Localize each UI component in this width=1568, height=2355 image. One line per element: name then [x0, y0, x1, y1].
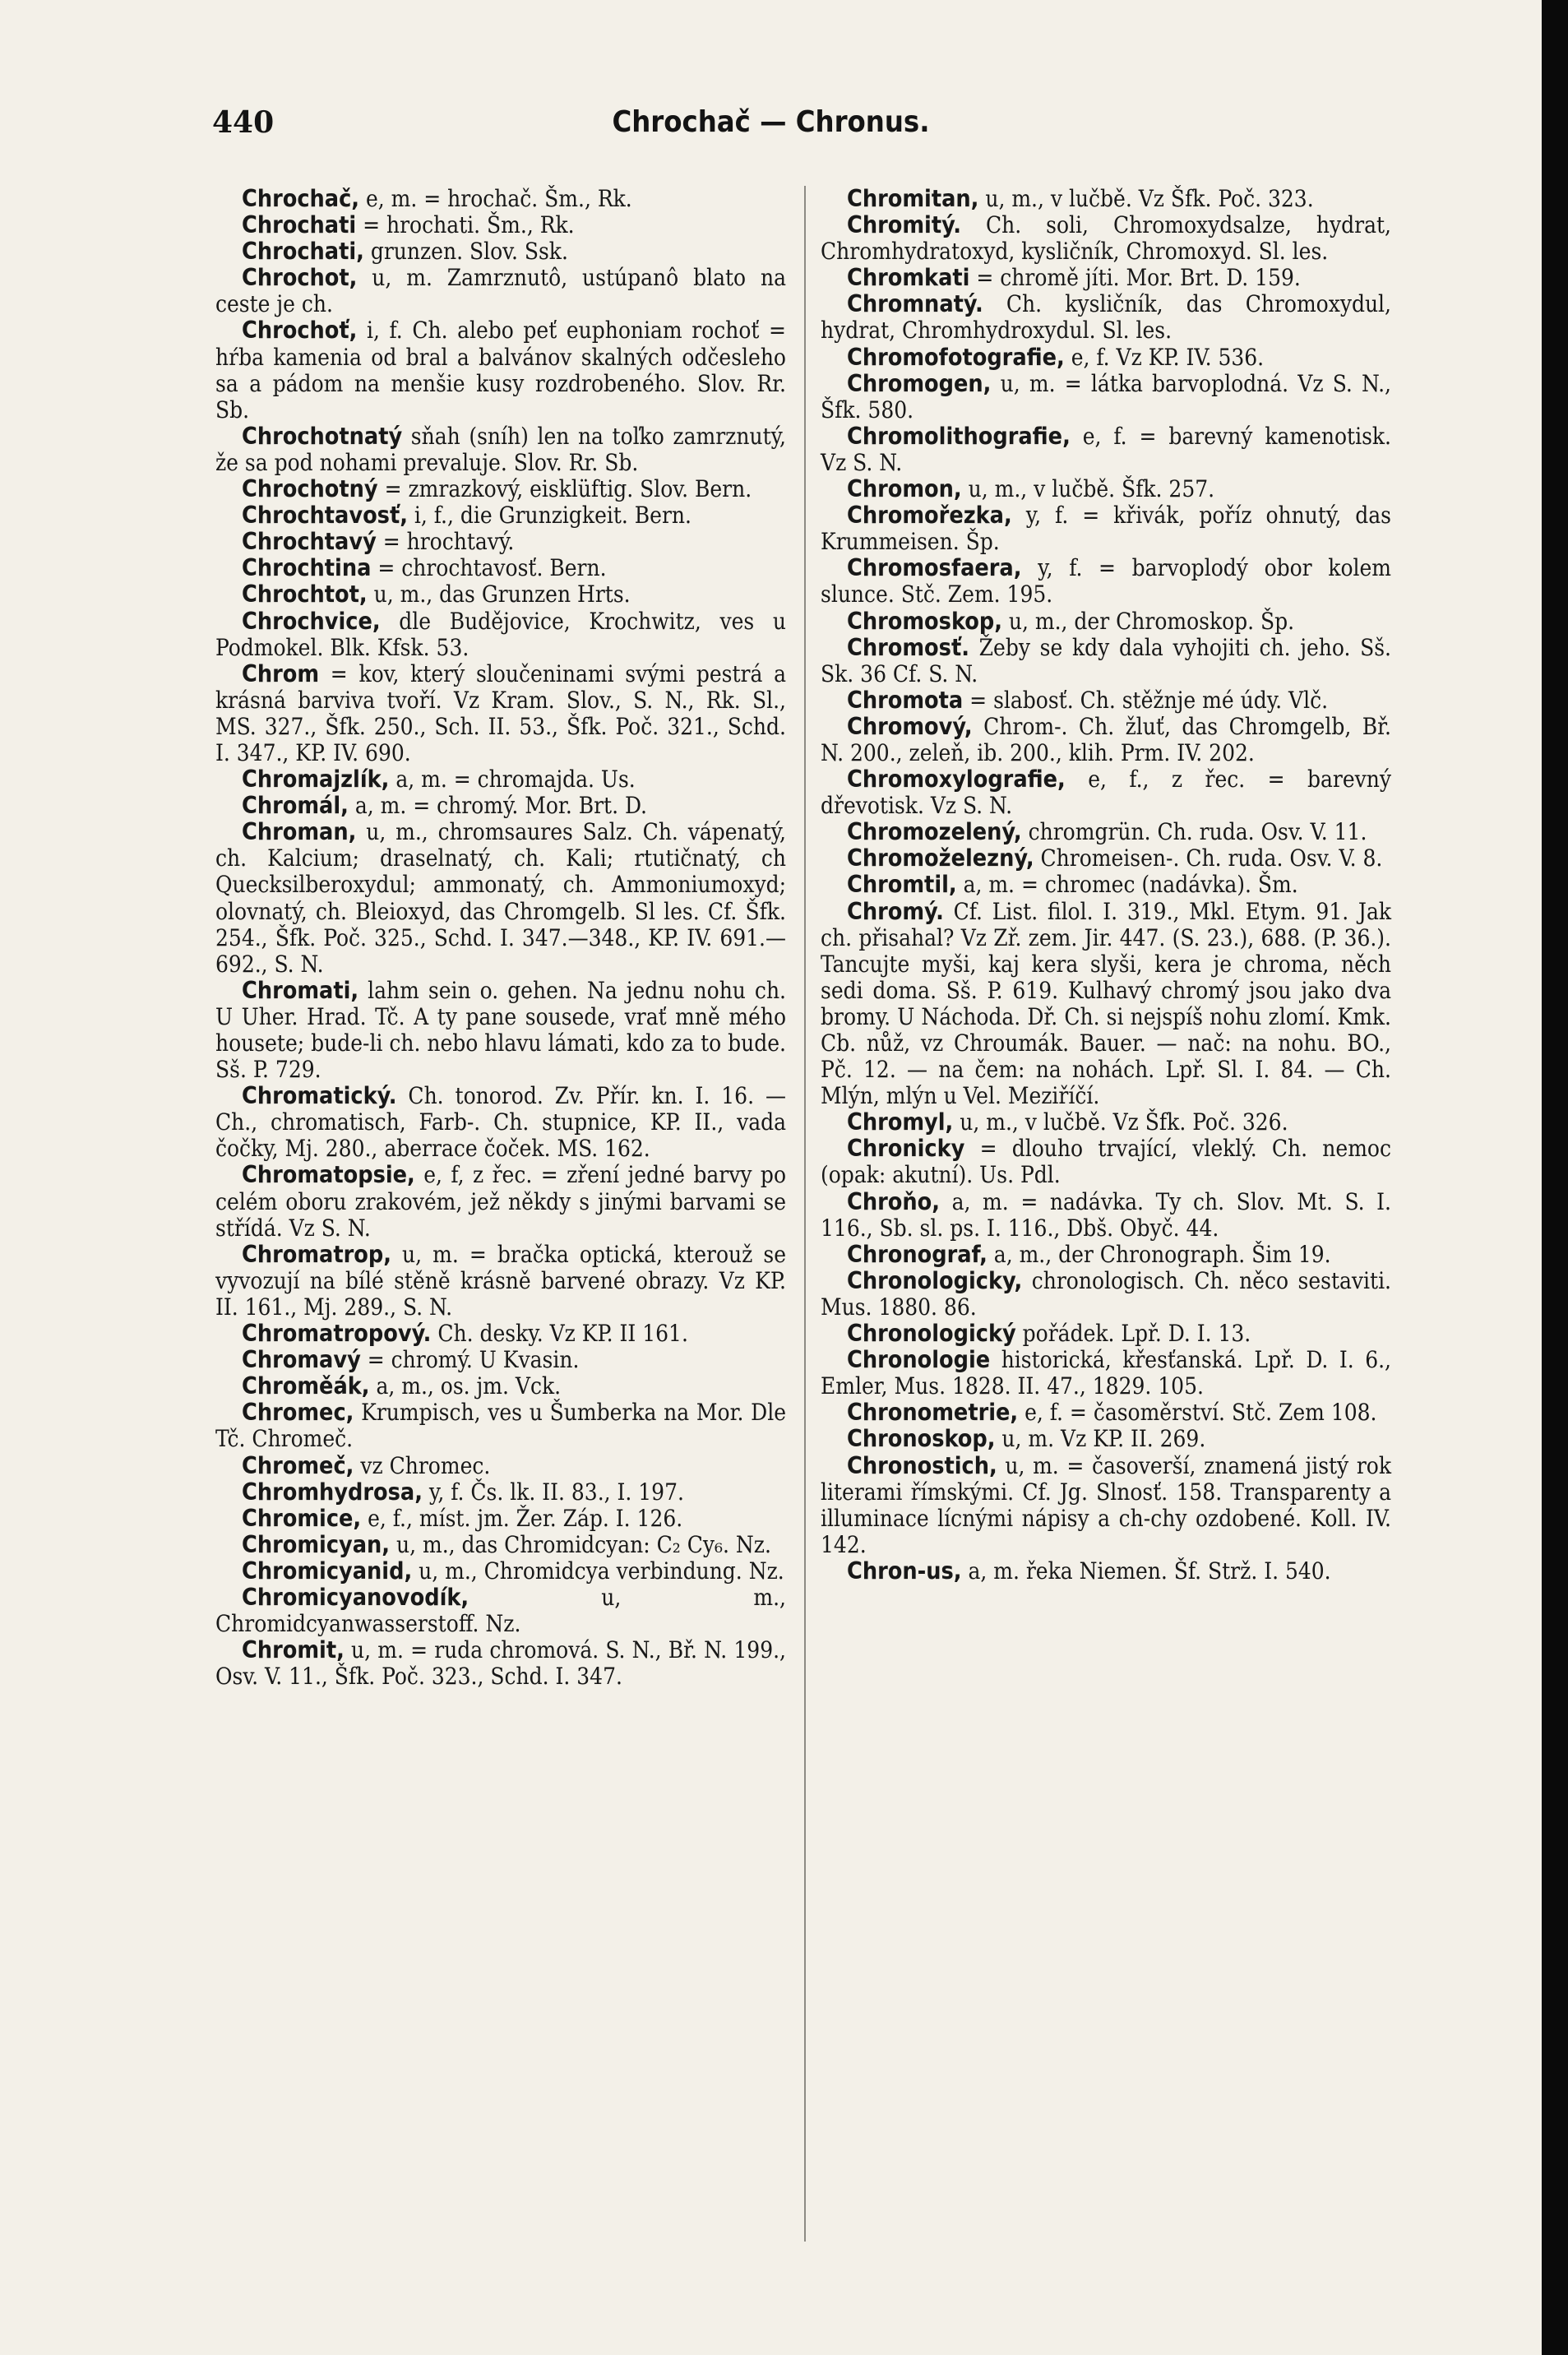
dictionary-entry: [215, 1373, 786, 1400]
page-number: 440: [212, 105, 275, 140]
entry-headword: Chromtil,: [847, 871, 957, 899]
entry-headword: Chron-us,: [847, 1557, 962, 1585]
entry-headword: Chromatropový.: [242, 1320, 432, 1348]
entry-definition: u, m. = látka barvoplodná. Vz S. N., Šfk. 580.: [821, 369, 1391, 423]
entry-definition: u, m. = časoverší, znamená jistý rok literami římskými. Cf. Jg. Slnosť. 158. Transparenty a illuminace lícnými nápisy a ch-chy ozdobené. Koll. IV. 142.: [821, 1451, 1391, 1558]
entry-definition: a, m. = nadávka. Ty ch. Slov. Mt. S. I. 116., Sb. sl. ps. I. 116., Dbš. Obyč. 44.: [821, 1187, 1391, 1242]
dictionary-entry: [215, 1162, 786, 1241]
entry-definition: a, m. = chromec (nadávka). Šm.: [956, 871, 1298, 899]
left-column: [215, 186, 786, 1690]
entry-headword: Chrochtavosť,: [242, 502, 408, 530]
dictionary-entry: [215, 238, 786, 265]
dictionary-entry: [215, 978, 786, 1083]
entry-headword: Chromec,: [242, 1399, 354, 1427]
dictionary-entry: [215, 212, 786, 238]
dictionary-entry: [821, 1426, 1391, 1452]
dictionary-entry: [215, 661, 786, 766]
entry-headword: Chromkati: [847, 264, 970, 292]
entry-headword: Chromice,: [242, 1504, 362, 1532]
entry-definition: Ch. soli, Chromoxydsalze, hydrat, Chromhydratoxyd, kysličník, Chromoxyd. Sl. les.: [821, 211, 1391, 266]
dictionary-entry: [215, 1479, 786, 1506]
entry-headword: Chroňo,: [847, 1187, 940, 1215]
entry-headword: Chrochotný: [242, 475, 378, 503]
entry-definition: = zmrazkový, eisklüftig. Slov. Bern.: [377, 475, 752, 503]
entry-headword: Chrochoť,: [242, 317, 358, 345]
entry-definition: i, f., die Grunzigkeit. Bern.: [407, 502, 691, 530]
entry-headword: Chromofotografie,: [847, 343, 1065, 371]
dictionary-entry: [821, 476, 1391, 502]
entry-definition: a, m. řeka Niemen. Šf. Strž. I. 540.: [961, 1557, 1331, 1585]
dictionary-entry: [821, 1268, 1391, 1321]
entry-headword: Chronicky: [847, 1135, 965, 1163]
dictionary-entry: [215, 529, 786, 555]
entry-headword: Chronologie: [847, 1346, 991, 1374]
entry-definition: u, m., der Chromoskop. Šp.: [1001, 607, 1295, 635]
dictionary-entry: [215, 819, 786, 978]
entry-headword: Chrochtina: [242, 554, 372, 582]
entry-definition: e, f. Vz KP. IV. 536.: [1064, 343, 1265, 371]
entry-definition: = kov, který sloučeninami svými pestrá a krásná barviva tvoří. Vz Kram. Slov., S. N., Rk. Sl., MS. 327., Šfk. 250., Sch. II. 53., Šfk. Poč. 321., Schd. I. 347., KP. IV. 690.: [215, 659, 786, 766]
entry-headword: Chromicyan,: [242, 1530, 391, 1558]
dictionary-entry: [215, 1242, 786, 1321]
entry-headword: Chromyl,: [847, 1108, 954, 1136]
dictionary-entry: [821, 1136, 1391, 1188]
entry-definition: = slabosť. Ch. stěžnje mé údy. Vlč.: [963, 686, 1329, 714]
entry-definition: e, f. = časoměrství. Stč. Zem 108.: [1018, 1399, 1377, 1427]
entry-headword: Chromový,: [847, 712, 973, 740]
entry-headword: Chronoskop,: [847, 1425, 996, 1453]
entry-headword: Chromý.: [847, 897, 944, 925]
entry-headword: Chrochtot,: [242, 581, 368, 608]
entry-definition: e, f, z řec. = zření jedné barvy po celém oboru zrakovém, jež někdy s jinými barvami se střídá. Vz S. N.: [215, 1161, 786, 1242]
entry-headword: Chronostich,: [847, 1451, 997, 1479]
dictionary-entry: [215, 1585, 786, 1637]
entry-definition: u, m., Chromidcya verbindung. Nz.: [412, 1557, 784, 1585]
dictionary-entry: [821, 714, 1391, 766]
entry-definition: sňah (sníh) len na toľko zamrznutý, že sa pod nohami prevaluje. Slov. Rr. Sb.: [215, 422, 786, 476]
dictionary-entry: [215, 476, 786, 502]
dictionary-entry: [215, 608, 786, 661]
entry-headword: Chromozelený,: [847, 818, 1022, 846]
entry-headword: Chrochati: [242, 211, 357, 239]
entry-definition: = chromě jíti. Mor. Brt. D. 159.: [969, 264, 1301, 292]
dictionary-entry: [821, 1347, 1391, 1400]
dictionary-entry: [821, 291, 1391, 344]
entry-headword: Chromajzlík,: [242, 766, 390, 793]
dictionary-entry: [821, 819, 1391, 845]
entry-headword: Chromicyanid,: [242, 1557, 413, 1585]
dictionary-entry: [215, 1347, 786, 1373]
entry-headword: Chromatopsie,: [242, 1161, 415, 1189]
entry-definition: u, m., das Chromidcyan: C₂ Cy₆. Nz.: [390, 1530, 771, 1558]
dictionary-entry: [821, 872, 1391, 898]
entry-definition: historická, křesťanská. Lpř. D. I. 6., Emler, Mus. 1828. II. 47., 1829. 105.: [821, 1346, 1391, 1400]
dictionary-entry: [821, 212, 1391, 265]
dictionary-entry: [215, 581, 786, 608]
entry-headword: Chrochotnatý: [242, 422, 403, 450]
entry-definition: Krumpisch, ves u Šumberka na Mor. Dle Tč. Chromeč.: [215, 1399, 786, 1453]
entry-headword: Chromatický.: [242, 1082, 397, 1110]
dictionary-entry: [215, 1400, 786, 1452]
dictionary-entry: [821, 186, 1391, 212]
entry-headword: Chroman,: [242, 818, 357, 846]
entry-definition: Ch. tonorod. Zv. Přír. kn. I. 16. — Ch., chromatisch, Farb-. Ch. stupnice, KP. II., vada čočky, Mj. 280., aberrace čoček. MS. 162.: [215, 1082, 786, 1163]
entry-headword: Chromál,: [242, 792, 349, 820]
dictionary-entry: [821, 1189, 1391, 1242]
entry-headword: Chronograf,: [847, 1240, 988, 1268]
dictionary-entry: [215, 1453, 786, 1479]
entry-definition: u, m. Vz KP. II. 269.: [995, 1425, 1206, 1453]
entry-definition: = hrochtavý.: [376, 528, 515, 556]
dictionary-entry: [821, 1400, 1391, 1426]
entry-headword: Chrom: [242, 659, 320, 687]
entry-headword: Chromit,: [242, 1636, 345, 1664]
entry-definition: i, f. Ch. alebo peť euphoniam rochoť = hŕba kamenia od bral a balvánov skalných odčesleho sa a pádom na menšie kusy rozdrobeného. Slov. Rr. Sb.: [215, 317, 786, 423]
dictionary-entry: [215, 766, 786, 793]
running-head: Chrochač — Chronus.: [612, 105, 930, 139]
entry-definition: e, f. = barevný kamenotisk. Vz S. N.: [821, 422, 1391, 476]
entry-definition: u, m., v lučbě. Šfk. 257.: [961, 475, 1215, 503]
dictionary-entry: [215, 317, 786, 423]
dictionary-entry: [821, 608, 1391, 635]
entry-headword: Chromolithografie,: [847, 422, 1071, 450]
entry-headword: Chromnatý.: [847, 290, 983, 318]
entry-definition: e, m. = hrochač. Šm., Rk.: [359, 185, 632, 212]
dictionary-entry: [821, 423, 1391, 476]
dictionary-entry: [215, 1083, 786, 1162]
dictionary-entry: [821, 345, 1391, 371]
entry-definition: chronologisch. Ch. něco sestaviti. Mus. 1880. 86.: [821, 1266, 1391, 1321]
entry-definition: a, m., der Chronograph. Šim 19.: [987, 1240, 1331, 1268]
entry-headword: Chronologicky,: [847, 1266, 1023, 1294]
entry-headword: Chromitan,: [847, 185, 979, 212]
entry-headword: Chrochati,: [242, 238, 364, 266]
entry-definition: e, f., z řec. = barevný dřevotisk. Vz S. N.: [821, 766, 1391, 820]
dictionary-entry: [821, 1558, 1391, 1585]
dictionary-entry: [215, 1321, 786, 1347]
scan-edge-border: [1542, 0, 1568, 2355]
entry-definition: u, m., das Grunzen Hrts.: [367, 581, 631, 608]
entry-definition: chromgrün. Ch. ruda. Osv. V. 11.: [1021, 818, 1367, 846]
entry-headword: Chromon,: [847, 475, 962, 503]
entry-definition: Ch. kysličník, das Chromoxydul, hydrat, Chromhydroxydul. Sl. les.: [821, 290, 1391, 345]
entry-headword: Chromitý.: [847, 211, 961, 239]
entry-definition: a, m. = chromý. Mor. Brt. D.: [348, 792, 647, 820]
dictionary-entry: [821, 635, 1391, 687]
entry-headword: Chromořezka,: [847, 502, 1012, 530]
column-divider: [804, 186, 806, 2242]
entry-headword: Chromosť.: [847, 633, 969, 661]
entry-definition: u, m., Chromidcyanwasserstoff. Nz.: [215, 1583, 786, 1638]
dictionary-entry: [821, 687, 1391, 714]
dictionary-entry: [215, 1558, 786, 1585]
entry-headword: Chrochvice,: [242, 607, 381, 635]
dictionary-entry: [821, 502, 1391, 555]
entry-headword: Chromoxylografie,: [847, 766, 1066, 793]
entry-definition: Chrom-. Ch. žluť, das Chromgelb, Bř. N. 200., zeleň, ib. 200., klih. Prm. IV. 202.: [821, 712, 1391, 766]
entry-headword: Chromota: [847, 686, 964, 714]
entry-definition: a, m. = chromajda. Us.: [389, 766, 636, 793]
entry-definition: u, m., v lučbě. Vz Šfk. Poč. 323.: [978, 185, 1314, 212]
entry-definition: Ch. desky. Vz KP. II 161.: [431, 1320, 688, 1348]
entry-headword: Chromeč,: [242, 1451, 354, 1479]
entry-headword: Chromatrop,: [242, 1240, 391, 1268]
entry-definition: y, f. Čs. lk. II. 83., I. 197.: [422, 1478, 684, 1506]
entry-headword: Chromosfaera,: [847, 554, 1022, 582]
dictionary-entry: [215, 1532, 786, 1558]
entry-definition: u, m., chromsaures Salz. Ch. vápenatý, ch. Kalcium; draselnatý, ch. Kali; rtutičnatý, ch Quecksilberoxydul; ammonatý, ch. Ammoniumoxyd; olovnatý, ch. Bleioxyd, das Chromgelb. Sl les. Cf. Šfk. 254., Šfk. Poč. 325., Schd. I. 347.—348., KP. IV. 691.—692., S. N.: [215, 818, 786, 978]
entry-headword: Chromoželezný,: [847, 844, 1034, 872]
entry-definition: Chromeisen-. Ch. ruda. Osv. V. 8.: [1034, 844, 1383, 872]
dictionary-entry: [821, 555, 1391, 608]
entry-definition: u, m., v lučbě. Vz Šfk. Poč. 326.: [953, 1108, 1288, 1136]
entry-headword: Chronologický: [847, 1320, 1016, 1348]
dictionary-entry: [215, 502, 786, 529]
dictionary-entry: [215, 1506, 786, 1532]
entry-definition: = chrochtavosť. Bern.: [371, 554, 607, 582]
entry-headword: Chromhydrosa,: [242, 1478, 423, 1506]
dictionary-entry: [215, 793, 786, 819]
dictionary-entry: [215, 555, 786, 581]
entry-definition: vz Chromec.: [354, 1451, 491, 1479]
entry-definition: grunzen. Slov. Ssk.: [363, 238, 568, 266]
entry-definition: dle Budějovice, Krochwitz, ves u Podmokel. Blk. Kfsk. 53.: [215, 607, 786, 661]
entry-definition: lahm sein o. gehen. Na jednu nohu ch. U Uher. Hrad. Tč. A ty pane sousede, vrať mně mého housete; bude-li ch. nebo hlavu lámati, kdo za to bude. Sš. P. 729.: [215, 976, 786, 1084]
entry-headword: Chromati,: [242, 976, 359, 1004]
dictionary-entry: [821, 1242, 1391, 1268]
entry-definition: = hrochati. Šm., Rk.: [356, 211, 575, 239]
entry-headword: Chroměák,: [242, 1372, 370, 1400]
entry-headword: Chromavý: [242, 1346, 361, 1374]
entry-headword: Chromogen,: [847, 369, 992, 397]
entry-headword: Chrochač,: [242, 185, 360, 212]
dictionary-entry: [215, 423, 786, 476]
dictionary-entry: [215, 186, 786, 212]
entry-headword: Chromicyanovodík,: [242, 1583, 469, 1611]
entry-headword: Chrochtavý: [242, 528, 377, 556]
page-header: [0, 105, 1542, 146]
entry-definition: u, m. Zamrznutô, ustúpanô blato na ceste je ch.: [215, 264, 786, 318]
dictionary-entry: [215, 1637, 786, 1690]
entry-definition: Cf. List. filol. I. 319., Mkl. Etym. 91. Jak ch. přisahal? Vz Zř. zem. Jir. 447. (S. 23.), 688. (P. 36.). Tancujte myši, kaj kera slyši, kera je chroma, něch sedi doma. Sš. P. 619. Kulhavý chromý jsou jako dva bromy. U Náchoda. Dř. Ch. si nejspíš nohu zlomí. Kmk. Cb. nůž, vz Chroumák. Bauer. — nač: na nohu. BO., Pč. 12. — na čem: na nohách. Lpř. Sl. I. 84. — Ch. Mlýn, mlýn u Vel. Meziříčí.: [821, 897, 1391, 1110]
entry-definition: Žeby se kdy dala vyhojiti ch. jeho. Sš. Sk. 36 Cf. S. N.: [821, 633, 1391, 687]
dictionary-entry: [821, 371, 1391, 423]
entry-definition: pořádek. Lpř. D. I. 13.: [1015, 1320, 1251, 1348]
dictionary-entry: [821, 1109, 1391, 1136]
entry-definition: = dlouho trvající, vleklý. Ch. nemoc (opak: akutní). Us. Pdl.: [821, 1135, 1391, 1189]
dictionary-entry: [821, 1321, 1391, 1347]
entry-headword: Chronometrie,: [847, 1399, 1019, 1427]
entry-definition: y, f. = křivák, poříz ohnutý, das Krummeisen. Šp.: [821, 502, 1391, 556]
entry-definition: e, f., míst. jm. Žer. Záp. I. 126.: [361, 1504, 683, 1532]
entry-definition: a, m., os. jm. Vck.: [369, 1372, 562, 1400]
dictionary-entry: [821, 1453, 1391, 1558]
entry-definition: u, m. = bračka optická, kterouž se vyvozují na bílé stěně krásně barvené obrazy. Vz KP. II. 161., Mj. 289., S. N.: [215, 1240, 786, 1321]
entry-definition: y, f. = barvoplodý obor kolem slunce. Stč. Zem. 195.: [821, 554, 1391, 608]
entry-headword: Chrochot,: [242, 264, 358, 292]
entry-headword: Chromoskop,: [847, 607, 1002, 635]
dictionary-entry: [215, 265, 786, 317]
right-column: [821, 186, 1391, 1585]
entry-definition: u, m. = ruda chromová. S. N., Bř. N. 199., Osv. V. 11., Šfk. Poč. 323., Schd. I. 347.: [215, 1636, 786, 1691]
dictionary-entry: [821, 766, 1391, 819]
dictionary-entry: [821, 899, 1391, 1110]
entry-definition: = chromý. U Kvasin.: [360, 1346, 580, 1374]
dictionary-entry: [821, 845, 1391, 872]
dictionary-entry: [821, 265, 1391, 291]
